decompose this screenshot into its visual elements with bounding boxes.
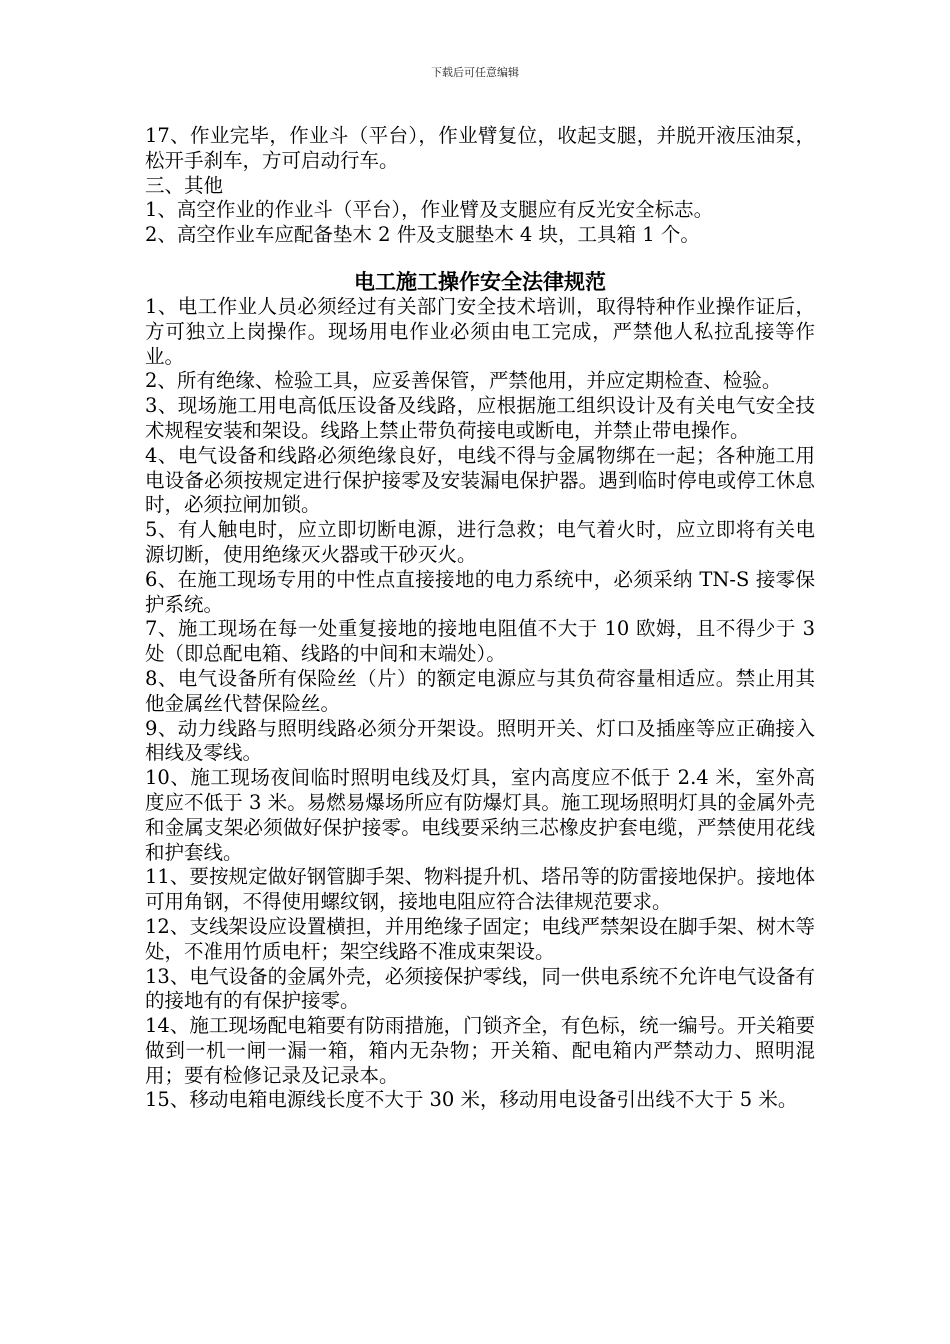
rule-paragraph-15: 15、移动电箱电源线长度不大于 30 米，移动用电设备引出线不大于 5 米。: [145, 1088, 798, 1112]
rule-paragraph-10: 10、施工现场夜间临时照明电线及灯具，室内高度应不低于 2.4 米，室外高度应不低于 3 米。易燃易爆场所应有防爆灯具。施工现场照明灯具的金属外壳和金属支架必须做好保护接零。电线要采纳三芯橡皮护套电缆，严禁使用花线和护套线。: [145, 766, 815, 864]
rule-paragraph-4: 4、电气设备和线路必须绝缘良好，电线不得与金属物绑在一起；各种施工用电设备必须按规定进行保护接零及安装漏电保护器。遇到临时停电或停工休息时，必须拉闸加锁。: [145, 443, 815, 517]
rule-paragraph-14: 14、施工现场配电箱要有防雨措施，门锁齐全，有色标，统一编号。开关箱要做到一机一闸一漏一箱，箱内无杂物；开关箱、配电箱内严禁动力、照明混用；要有检修记录及记录本。: [145, 1014, 815, 1087]
rule-paragraph-12: 12、支线架设应设置横担，并用绝缘子固定；电线严禁架设在脚手架、树木等处，不准用竹质电杆；架空线路不准成束架设。: [145, 914, 815, 963]
paragraph-other-1: 1、高空作业的作业斗（平台），作业臂及支腿应有反光安全标志。: [145, 198, 714, 222]
rule-paragraph-5: 5、有人触电时，应立即切断电源，进行急救；电气着火时，应立即将有关电源切断，使用绝缘灭火器或干砂灭火。: [145, 518, 815, 566]
rule-paragraph-7: 7、施工现场在每一处重复接地的接地电阻值不大于 10 欧姆，且不得少于 3 处（即总配电箱、线路的中间和末端处）。: [145, 617, 815, 666]
section-heading-other: 三、其他: [145, 173, 224, 197]
rule-paragraph-9: 9、动力线路与照明线路必须分开架设。照明开关、灯口及插座等应正确接入相线及零线。: [145, 716, 815, 765]
rule-paragraph-11: 11、要按规定做好钢管脚手架、物料提升机、塔吊等的防雷接地保护。接地体可用角钢，不得使用螺纹钢，接地电阻应符合法律规范要求。: [145, 865, 815, 914]
section-title: 电工施工操作安全法律规范: [354, 268, 606, 294]
rule-paragraph-1: 1、电工作业人员必须经过有关部门安全技术培训，取得特种作业操作证后，方可独立上岗操作。现场用电作业必须由电工完成，严禁他人私拉乱接等作业。: [145, 294, 815, 368]
document-body: [145, 124, 815, 1113]
rule-paragraph-2: 2、所有绝缘、检验工具，应妥善保管，严禁他用，并应定期检查、检验。: [145, 369, 782, 393]
page-header: 下载后可任意编辑: [431, 66, 519, 79]
rule-paragraph-3: 3、现场施工用电高低压设备及线路，应根据施工组织设计及有关电气安全技术规程安装和架设。线路上禁止带负荷接电或断电，并禁止带电操作。: [145, 394, 815, 442]
paragraph-item-17: 17、作业完毕，作业斗（平台），作业臂复位，收起支腿，并脱开液压油泵，松开手刹车，方可启动行车。: [145, 124, 815, 172]
rule-paragraph-6: 6、在施工现场专用的中性点直接接地的电力系统中，必须采纳 TN-S 接零保护系统。: [145, 567, 815, 616]
paragraph-other-2: 2、高空作业车应配备垫木 2 件及支腿垫木 4 块，工具箱 1 个。: [145, 223, 700, 247]
rule-paragraph-13: 13、电气设备的金属外壳，必须接保护零线，同一供电系统不允许电气设备有的接地有的有保护接零。: [145, 964, 815, 1013]
rule-paragraph-8: 8、电气设备所有保险丝（片）的额定电源应与其负荷容量相适应。禁止用其他金属丝代替保险丝。: [145, 666, 815, 715]
